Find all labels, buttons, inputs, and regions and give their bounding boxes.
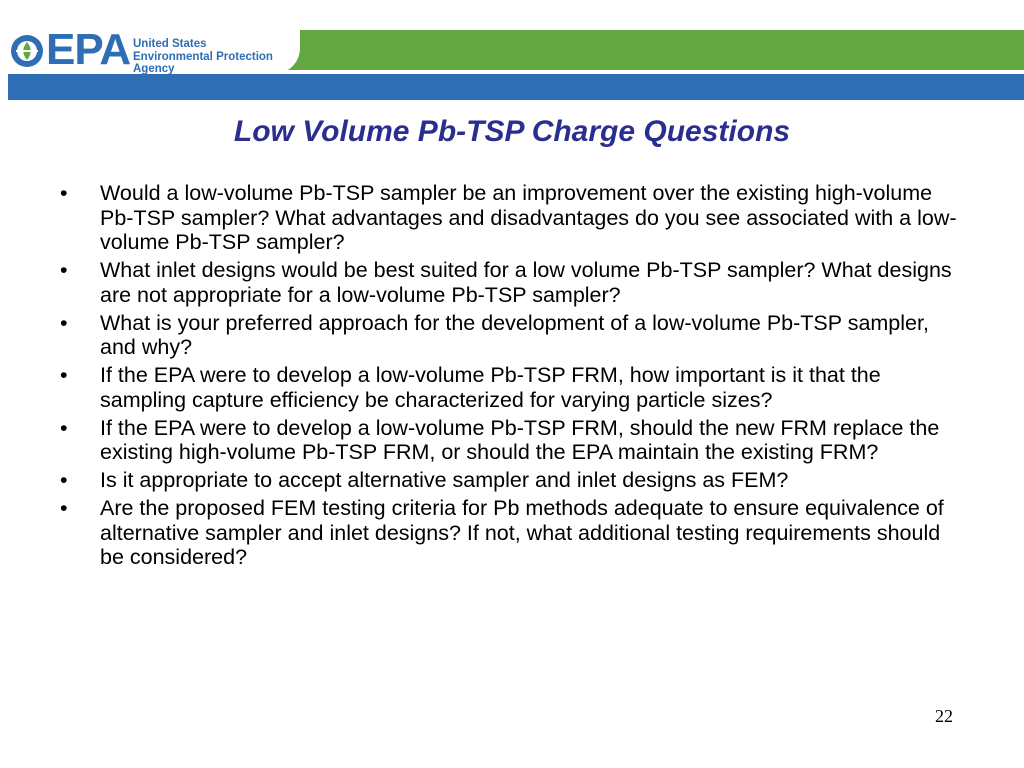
question-text: If the EPA were to develop a low-volume Pb-TSP FRM, should the new FRM replace the existing high-volume Pb-TSP FRM, or should the EPA maintain the existing FRM? [100, 415, 940, 464]
page-number: 22 [935, 706, 953, 726]
question-item [60, 416, 970, 465]
bullet-icon: • [60, 468, 68, 492]
epa-wordmark: EPA [46, 25, 131, 74]
question-text: What inlet designs would be best suited for a low volume Pb-TSP sampler? What designs are not appropriate for a low-volume Pb-TSP sampler? [100, 258, 952, 307]
question-text: Are the proposed FEM testing criteria for Pb methods adequate to ensure equivalence of alternative sampler and inlet designs? If not, what additional testing requirements should be considered? [100, 496, 944, 569]
bullet-icon: • [60, 415, 68, 440]
bullet-icon: • [60, 496, 68, 520]
header-green-band [275, 30, 1024, 70]
question-item [60, 311, 970, 360]
charge-questions-list [60, 181, 970, 573]
question-item [60, 363, 970, 412]
bullet-icon: • [60, 363, 68, 387]
question-item [60, 181, 970, 255]
agency-line: Environmental Protection [133, 50, 273, 63]
epa-seal-icon [10, 34, 44, 68]
office-name: Office of Air Quality Planning and Standards [751, 154, 1004, 168]
bullet-icon: • [60, 181, 68, 205]
bullet-icon: • [60, 258, 68, 282]
question-item [60, 258, 970, 307]
agency-name [133, 38, 273, 76]
question-text: What is your preferred approach for the development of a low-volume Pb-TSP sampler, and why? [100, 310, 929, 359]
bullet-icon: • [60, 310, 68, 335]
agency-line: Agency [133, 63, 175, 75]
question-text: Is it appropriate to accept alternative sampler and inlet designs as FEM? [100, 468, 789, 492]
epa-logo [0, 0, 300, 74]
question-item [60, 496, 970, 570]
question-text: If the EPA were to develop a low-volume Pb-TSP FRM, how important is it that the sampling capture efficiency be characterized for varying particle sizes? [100, 363, 881, 412]
question-text: Would a low-volume Pb-TSP sampler be an improvement over the existing high-volume Pb-TSP sampler? What advantages and disadvantages do you see associated with a low-volume Pb-TSP sampler? [100, 181, 957, 254]
agency-line: United States [133, 38, 207, 50]
question-item [60, 468, 970, 493]
slide-title: Low Volume Pb-TSP Charge Questions [233, 115, 791, 148]
